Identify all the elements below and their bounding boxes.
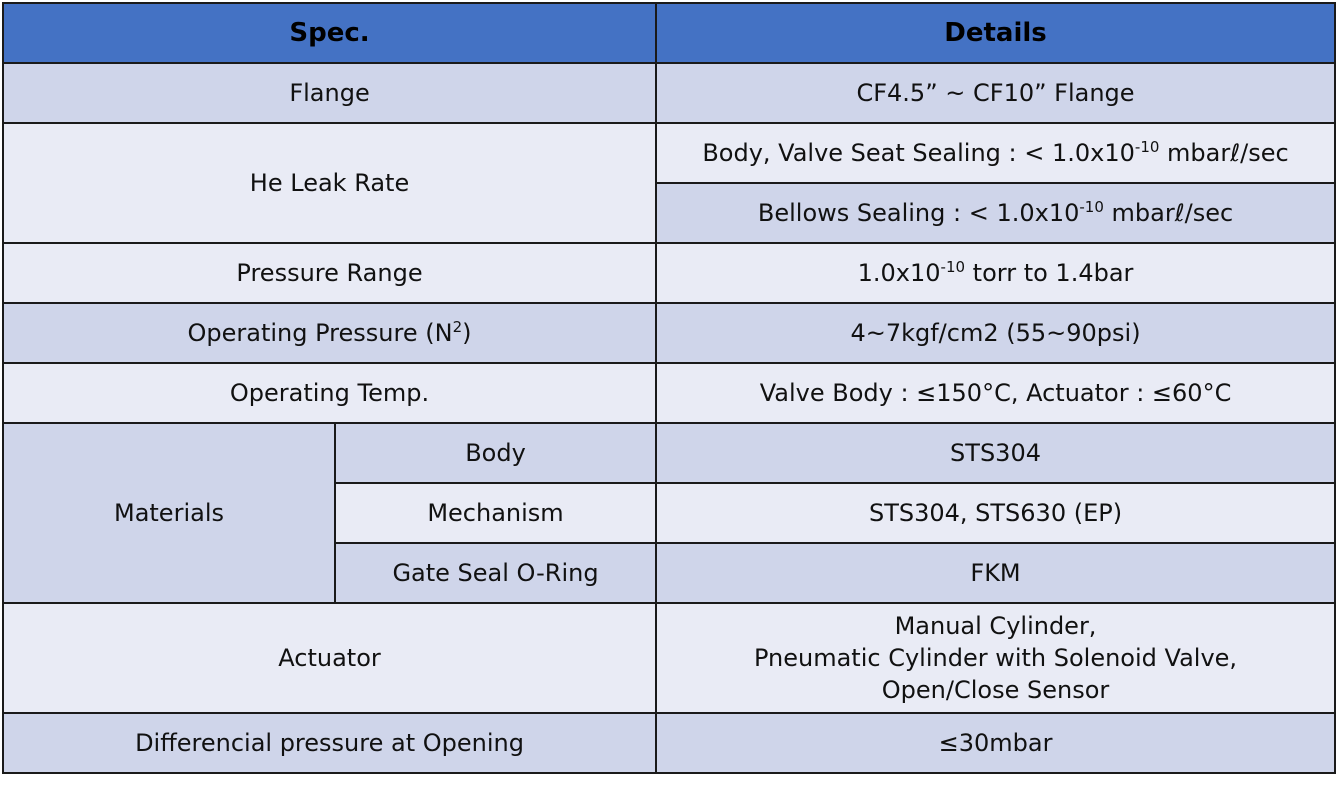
header-row [3,3,1335,63]
actuator-line: Open/Close Sensor [881,676,1110,704]
leak-rate-label: He Leak Rate [3,123,656,243]
materials-body-label: Body [335,423,656,483]
actuator-value [656,603,1335,713]
diff-pressure-value: ≤30mbar [656,713,1335,773]
operating-pressure-label-suffix: ) [462,319,472,347]
materials-oring-label: Gate Seal O-Ring [335,543,656,603]
actuator-line: Manual Cylinder, [894,612,1097,640]
operating-pressure-label-exponent: 2 [452,318,463,336]
leak-body-exponent: -10 [1134,138,1160,156]
spec-header: Spec. [3,3,656,63]
table-row-leak-body [3,123,1335,183]
materials-oring-value: FKM [656,543,1335,603]
flange-label: Flange [3,63,656,123]
leak-body-value [656,123,1335,183]
details-header: Details [656,3,1335,63]
leak-bellows-suffix: mbarℓ/sec [1103,199,1234,227]
pressure-range-suffix: torr to 1.4bar [965,259,1134,287]
table-row-operating-pressure [3,303,1335,363]
table-row-materials-body [3,423,1335,483]
table-row-diff-pressure [3,713,1335,773]
leak-body-prefix: Body, Valve Seat Sealing : < 1.0x10 [702,139,1135,167]
materials-body-value: STS304 [656,423,1335,483]
operating-pressure-label-prefix: Operating Pressure (N [187,319,453,347]
operating-pressure-value: 4~7kgf/cm2 (55~90psi) [656,303,1335,363]
operating-temp-label: Operating Temp. [3,363,656,423]
pressure-range-value [656,243,1335,303]
flange-value: CF4.5” ~ CF10” Flange [656,63,1335,123]
materials-mechanism-value: STS304, STS630 (EP) [656,483,1335,543]
leak-bellows-exponent: -10 [1079,198,1104,216]
leak-bellows-value [656,183,1335,243]
leak-bellows-prefix: Bellows Sealing : < 1.0x10 [757,199,1080,227]
leak-body-suffix: mbarℓ/sec [1159,139,1289,167]
materials-mechanism-label: Mechanism [335,483,656,543]
operating-pressure-label [3,303,656,363]
actuator-label: Actuator [3,603,656,713]
table-row-operating-temp [3,363,1335,423]
pressure-range-prefix: 1.0x10 [857,259,941,287]
diff-pressure-label: Differencial pressure at Opening [3,713,656,773]
materials-label: Materials [3,423,335,603]
operating-temp-value: Valve Body : ≤150°C, Actuator : ≤60°C [656,363,1335,423]
table-row-flange [3,63,1335,123]
actuator-line: Pneumatic Cylinder with Solenoid Valve, [753,644,1238,672]
table-row-actuator [3,603,1335,713]
spec-table [2,2,1336,774]
table-row-pressure-range [3,243,1335,303]
pressure-range-label: Pressure Range [3,243,656,303]
pressure-range-exponent: -10 [940,258,966,276]
